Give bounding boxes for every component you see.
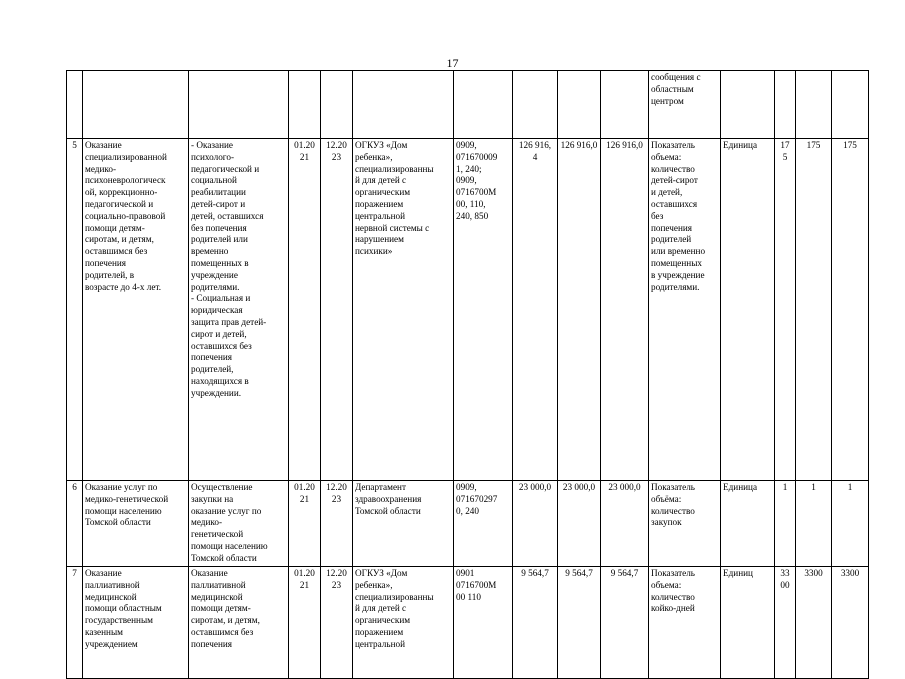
text-line: медицинской bbox=[85, 591, 137, 602]
table-row bbox=[67, 567, 869, 679]
num-cell: 7 bbox=[67, 567, 83, 679]
year2-cell: 23 000,0 bbox=[558, 481, 601, 567]
text-line: областным bbox=[651, 83, 694, 94]
text-line: 17 bbox=[780, 140, 790, 150]
text-line: поражением bbox=[355, 626, 404, 637]
year2-cell: 9 564,7 bbox=[558, 567, 601, 679]
text-line: 23 bbox=[331, 151, 342, 162]
text-line: учреждение bbox=[191, 269, 238, 280]
text-line: 0716700М bbox=[456, 187, 497, 198]
text-line: юридическая bbox=[191, 305, 243, 316]
text-line: помощи населению bbox=[85, 505, 162, 516]
text-line: центральной bbox=[355, 638, 405, 649]
content-cell bbox=[189, 481, 289, 567]
unit-cell: Единица bbox=[721, 139, 775, 481]
value1-cell bbox=[775, 567, 796, 679]
text-line: реабилитации bbox=[191, 187, 246, 198]
value2-cell bbox=[796, 71, 832, 139]
executor-cell bbox=[353, 567, 454, 679]
text-line: - Оказание bbox=[191, 140, 234, 150]
text-line: медико- bbox=[85, 163, 117, 174]
text-line: детей, оставшихся bbox=[191, 210, 264, 221]
text-line: попечения bbox=[85, 257, 127, 268]
year1-cell bbox=[513, 71, 558, 139]
text-line: ой, коррекционно- bbox=[85, 187, 158, 198]
year3-cell bbox=[601, 71, 649, 139]
text-line: 071670297 bbox=[456, 493, 498, 504]
text-line: возрасте до 4-х лет. bbox=[85, 281, 162, 292]
content-cell bbox=[189, 567, 289, 679]
text-line: центром bbox=[651, 95, 684, 106]
content-cell bbox=[189, 139, 289, 481]
text-line: 0909, bbox=[456, 175, 477, 186]
text-line: помощи населению bbox=[191, 540, 268, 551]
text-line: Осуществление bbox=[191, 482, 253, 492]
page-number: 17 bbox=[446, 56, 459, 70]
text-line: 1 bbox=[782, 482, 788, 492]
text-line: 33 bbox=[780, 568, 790, 578]
text-line: ребенка», bbox=[355, 579, 393, 590]
text-line: учреждении. bbox=[191, 387, 242, 398]
unit-cell bbox=[721, 71, 775, 139]
code-cell bbox=[454, 139, 513, 481]
text-line: 00, 110, bbox=[456, 198, 486, 209]
end-cell bbox=[321, 71, 353, 139]
text-line: 4 bbox=[532, 151, 538, 162]
text-line: объёма: bbox=[651, 493, 682, 504]
text-line: специализированны bbox=[355, 591, 434, 602]
text-line: Томской области bbox=[191, 552, 257, 563]
start-cell bbox=[289, 139, 321, 481]
year3-cell: 23 000,0 bbox=[601, 481, 649, 567]
unit-cell: Единиц bbox=[721, 567, 775, 679]
text-line: 00 110 bbox=[456, 591, 481, 602]
text-line: 1, 240; bbox=[456, 163, 482, 174]
text-line: Томской области bbox=[355, 505, 421, 516]
text-line: находящихся в bbox=[191, 375, 249, 386]
text-line: родителей или bbox=[191, 234, 248, 245]
start-cell bbox=[289, 567, 321, 679]
text-line: 12.20 bbox=[326, 140, 347, 150]
text-line: 0909, bbox=[456, 482, 477, 492]
end-cell bbox=[321, 139, 353, 481]
text-line: сирот и детей, bbox=[191, 328, 247, 339]
text-line: ОГКУЗ «Дом bbox=[355, 140, 408, 150]
name-cell bbox=[83, 567, 189, 679]
value3-cell: 3300 bbox=[832, 567, 869, 679]
text-line: оказание услуг по bbox=[191, 505, 262, 516]
year1-cell bbox=[513, 139, 558, 481]
year1-cell bbox=[513, 567, 558, 679]
text-line: 0716700М bbox=[456, 579, 497, 590]
value2-cell: 3300 bbox=[796, 567, 832, 679]
text-line: детей-сирот и bbox=[191, 198, 246, 209]
year3-cell: 126 916,0 bbox=[601, 139, 649, 481]
text-line: психоневрологическ bbox=[85, 175, 166, 186]
text-line: психолого- bbox=[191, 151, 234, 162]
unit-cell: Единица bbox=[721, 481, 775, 567]
text-line: специализированны bbox=[355, 163, 434, 174]
start-cell bbox=[289, 481, 321, 567]
text-line: попечения bbox=[191, 352, 233, 363]
num-cell bbox=[67, 71, 83, 139]
text-line: попечения bbox=[191, 638, 233, 649]
text-line: помещенных bbox=[651, 257, 702, 268]
indicator-cell bbox=[649, 481, 721, 567]
text-line: паллиативной bbox=[85, 579, 140, 590]
text-line: генетической bbox=[191, 529, 244, 540]
text-line: 240, 850 bbox=[456, 210, 489, 221]
text-line: сообщения с bbox=[651, 72, 701, 82]
text-line: родителей, в bbox=[85, 269, 135, 280]
text-line: учреждением bbox=[85, 638, 138, 649]
value1-cell bbox=[775, 139, 796, 481]
year1-cell bbox=[513, 481, 558, 567]
text-line: оставшихся bbox=[651, 198, 698, 209]
text-line: поражением bbox=[355, 198, 404, 209]
end-cell bbox=[321, 481, 353, 567]
text-line: казенным bbox=[85, 626, 123, 637]
text-line: Оказание bbox=[85, 140, 122, 150]
text-line: социальной bbox=[191, 175, 237, 186]
text-line: 071670009 bbox=[456, 151, 498, 162]
text-line: детей-сирот bbox=[651, 175, 698, 186]
text-line: помещенных в bbox=[191, 257, 249, 268]
text-line: сиротам, и детям, bbox=[85, 234, 154, 245]
text-line: 9 564,7 bbox=[521, 568, 549, 578]
text-line: закупки на bbox=[191, 493, 234, 504]
text-line: 01.20 bbox=[294, 140, 315, 150]
text-line: 01.20 bbox=[294, 482, 315, 492]
value1-cell bbox=[775, 71, 796, 139]
indicator-cell bbox=[649, 567, 721, 679]
text-line: временно bbox=[191, 246, 229, 257]
text-line: Показатель bbox=[651, 568, 695, 578]
text-line: попечения bbox=[651, 222, 693, 233]
start-cell bbox=[289, 71, 321, 139]
year3-cell: 9 564,7 bbox=[601, 567, 649, 679]
text-line: Оказание услуг по bbox=[85, 482, 158, 492]
text-line: объема: bbox=[651, 579, 682, 590]
text-line: оставшимся без bbox=[85, 246, 148, 257]
text-line: органическим bbox=[355, 187, 411, 198]
text-line: 23 bbox=[331, 579, 342, 590]
text-line: помощи областным bbox=[85, 603, 162, 614]
text-line: оставшимся без bbox=[191, 626, 254, 637]
text-line: Показатель bbox=[651, 140, 695, 150]
value2-cell: 1 bbox=[796, 481, 832, 567]
text-line: нервной системы с bbox=[355, 222, 430, 233]
text-line: Томской области bbox=[85, 517, 151, 528]
text-line: органическим bbox=[355, 615, 411, 626]
text-line: ребенка», bbox=[355, 151, 393, 162]
text-line: нарушением bbox=[355, 234, 404, 245]
text-line: центральной bbox=[355, 210, 405, 221]
table-row bbox=[67, 481, 869, 567]
indicator-cell bbox=[649, 139, 721, 481]
text-line: 126 916, bbox=[518, 140, 552, 150]
text-line: - Социальная и bbox=[191, 293, 251, 304]
text-line: 0, 240 bbox=[456, 505, 479, 516]
text-line: 0909, bbox=[456, 140, 477, 150]
text-line: в учреждение bbox=[651, 269, 705, 280]
text-line: без bbox=[651, 210, 664, 221]
year2-cell bbox=[558, 71, 601, 139]
text-line: без попечения bbox=[191, 222, 247, 233]
text-line: медицинской bbox=[191, 591, 243, 602]
text-line: паллиативной bbox=[191, 579, 246, 590]
text-line: педагогической и bbox=[85, 198, 154, 209]
text-line: 23 bbox=[331, 493, 342, 504]
year2-cell: 126 916,0 bbox=[558, 139, 601, 481]
text-line: медико-генетической bbox=[85, 493, 169, 504]
text-line: 23 000,0 bbox=[518, 482, 552, 492]
text-line: койко-дней bbox=[651, 603, 695, 614]
text-line: медико- bbox=[191, 517, 223, 528]
code-cell bbox=[454, 567, 513, 679]
text-line: 21 bbox=[299, 579, 310, 590]
value3-cell: 1 bbox=[832, 481, 869, 567]
text-line: 5 bbox=[782, 151, 788, 162]
text-line: 12.20 bbox=[326, 568, 347, 578]
text-line: здравоохранения bbox=[355, 493, 422, 504]
indicator-cell bbox=[649, 71, 721, 139]
content-cell bbox=[189, 71, 289, 139]
text-line: социально-правовой bbox=[85, 210, 166, 221]
text-line: родителей, bbox=[191, 364, 234, 375]
value3-cell bbox=[832, 71, 869, 139]
text-line: родителями. bbox=[651, 281, 700, 292]
name-cell bbox=[83, 481, 189, 567]
value1-cell bbox=[775, 481, 796, 567]
text-line: помощи детям- bbox=[191, 603, 251, 614]
text-line: сиротам, и детям, bbox=[191, 615, 260, 626]
text-line: педагогической и bbox=[191, 163, 260, 174]
executor-cell bbox=[353, 139, 454, 481]
text-line: ОГКУЗ «Дом bbox=[355, 568, 408, 578]
value2-cell: 175 bbox=[796, 139, 832, 481]
text-line: родителей bbox=[651, 234, 692, 245]
code-cell bbox=[454, 71, 513, 139]
text-line: Оказание bbox=[85, 568, 122, 578]
text-line: или временно bbox=[651, 246, 706, 257]
program-activities-table bbox=[66, 70, 869, 679]
text-line: 00 bbox=[780, 579, 790, 590]
text-line: специализированной bbox=[85, 151, 167, 162]
text-line: й для детей с bbox=[355, 603, 407, 614]
text-line: Показатель bbox=[651, 482, 695, 492]
text-line: родителями. bbox=[191, 281, 240, 292]
text-line: оставшихся без bbox=[191, 340, 252, 351]
text-line: психики» bbox=[355, 246, 393, 257]
executor-cell bbox=[353, 71, 454, 139]
text-line: 0901 bbox=[456, 568, 475, 578]
text-line: объема: bbox=[651, 151, 682, 162]
text-line: и детей, bbox=[651, 187, 683, 198]
continuation-row bbox=[67, 71, 869, 139]
name-cell bbox=[83, 71, 189, 139]
text-line: количество bbox=[651, 163, 695, 174]
text-line: защита прав детей- bbox=[191, 316, 267, 327]
text-line: Оказание bbox=[191, 568, 228, 578]
text-line: й для детей с bbox=[355, 175, 407, 186]
text-line: 01.20 bbox=[294, 568, 315, 578]
num-cell: 6 bbox=[67, 481, 83, 567]
value3-cell: 175 bbox=[832, 139, 869, 481]
text-line: помощи детям- bbox=[85, 222, 145, 233]
text-line: Департамент bbox=[355, 482, 406, 492]
text-line: количество bbox=[651, 591, 695, 602]
name-cell bbox=[83, 139, 189, 481]
text-line: 21 bbox=[299, 151, 310, 162]
executor-cell bbox=[353, 481, 454, 567]
table-row bbox=[67, 139, 869, 481]
code-cell bbox=[454, 481, 513, 567]
text-line: государственным bbox=[85, 615, 153, 626]
text-line: 12.20 bbox=[326, 482, 347, 492]
text-line: количество bbox=[651, 505, 695, 516]
num-cell: 5 bbox=[67, 139, 83, 481]
text-line: закупок bbox=[651, 517, 682, 528]
text-line: 21 bbox=[299, 493, 310, 504]
end-cell bbox=[321, 567, 353, 679]
